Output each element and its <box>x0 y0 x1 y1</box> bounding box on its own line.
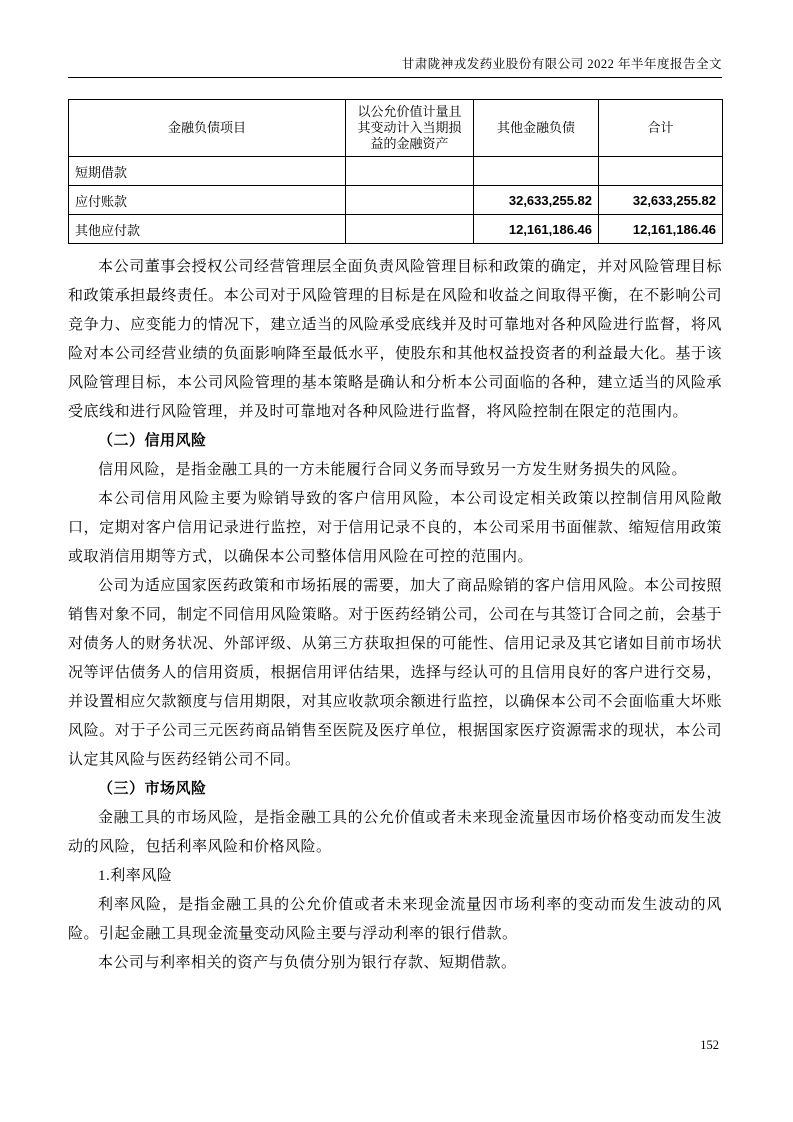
heading-credit-risk: （二）信用风险 <box>98 433 207 449</box>
paragraph-credit-risk-definition: 信用风险，是指金融工具的一方未能履行合同义务而导致另一方发生财务损失的风险。 <box>98 462 688 478</box>
col-header-fair-value-assets: 以公允价值计量且其变动计入当期损益的金融资产 <box>346 100 474 157</box>
cell-fair-value <box>346 215 474 244</box>
subheading-interest-rate-risk: 1.利率风险 <box>98 868 173 884</box>
cell-total: 12,161,186.46 <box>599 215 723 244</box>
col-header-other-liabilities: 其他金融负债 <box>474 100 599 157</box>
paragraph-interest-rate-assets: 本公司与利率相关的资产与负债分别为银行存款、短期借款。 <box>98 955 517 971</box>
heading-market-risk: （三）市场风险 <box>98 781 207 797</box>
cell-fair-value <box>346 186 474 215</box>
cell-fair-value <box>346 157 474 186</box>
cell-other-liabilities: 12,161,186.46 <box>474 215 599 244</box>
document-body <box>68 253 722 978</box>
cell-item-label: 应付账款 <box>69 186 346 215</box>
cell-total <box>599 157 723 186</box>
paragraph-credit-risk-control: 本公司信用风险主要为赊销导致的客户信用风险，本公司设定相关政策以控制信用风险敞口，定期对客户信用记录进行监控，对于信用记录不良的，本公司采用书面催款、缩短信用政策或取消信用期等方式，以确保本公司整体信用风险在可控的范围内。 <box>68 491 722 565</box>
financial-liabilities-table <box>68 99 723 244</box>
cell-item-label: 短期借款 <box>69 157 346 186</box>
cell-other-liabilities: 32,633,255.82 <box>474 186 599 215</box>
page-number: 152 <box>700 1038 719 1052</box>
table-row-accounts-payable <box>69 186 723 215</box>
paragraph-credit-risk-strategy: 公司为适应国家医药政策和市场拓展的需要，加大了商品赊销的客户信用风险。本公司按照销售对象不同，制定不同信用风险策略。对于医药经销公司，公司在与其签订合同之前，会基于对债务人的财务状况、外部评级、从第三方获取担保的可能性、信用记录及其它诸如目前市场状况等评估债务人的信用资质，根据信用评估结果，选择与经认可的且信用良好的客户进行交易，并设置相应欠款额度与信用期限，对其应收款项余额进行监控，以确保本公司不会面临重大坏账风险。对于子公司三元医药商品销售至医院及医疗单位，根据国家医疗资源需求的现状，本公司认定其风险与医药经销公司不同。 <box>68 578 722 768</box>
paragraph-interest-rate-risk-definition: 利率风险，是指金融工具的公允价值或者未来现金流量因市场利率的变动而发生波动的风险。引起金融工具现金流量变动风险主要与浮动利率的银行借款。 <box>68 897 722 942</box>
table-header-row <box>69 100 723 157</box>
col-header-total: 合计 <box>599 100 723 157</box>
cell-other-liabilities <box>474 157 599 186</box>
table-row-short-term-loans <box>69 157 723 186</box>
document-header-title: 甘肃陇神戎发药业股份有限公司 2022 年半年度报告全文 <box>68 0 722 78</box>
cell-total: 32,633,255.82 <box>599 186 723 215</box>
paragraph-risk-management-policy: 本公司董事会授权公司经营管理层全面负责风险管理目标和政策的确定，并对风险管理目标和政策承担最终责任。本公司对于风险管理的目标是在风险和收益之间取得平衡，在不影响公司竞争力、应变能力的情况下，建立适当的风险承受底线并及时可靠地对各种风险进行监督，将风险对本公司经营业绩的负面影响降至最低水平，使股东和其他权益投资者的利益最大化。基于该风险管理目标，本公司风险管理的基本策略是确认和分析本公司面临的各种，建立适当的风险承受底线和进行风险管理，并及时可靠地对各种风险进行监督，将风险控制在限定的范围内。 <box>68 259 722 420</box>
page-content <box>68 0 722 978</box>
table-row-other-payables <box>69 215 723 244</box>
cell-item-label: 其他应付款 <box>69 215 346 244</box>
paragraph-market-risk-definition: 金融工具的市场风险，是指金融工具的公允价值或者未来现金流量因市场价格变动而发生波动的风险，包括利率风险和价格风险。 <box>68 810 722 855</box>
col-header-liability-item: 金融负债项目 <box>69 100 346 157</box>
